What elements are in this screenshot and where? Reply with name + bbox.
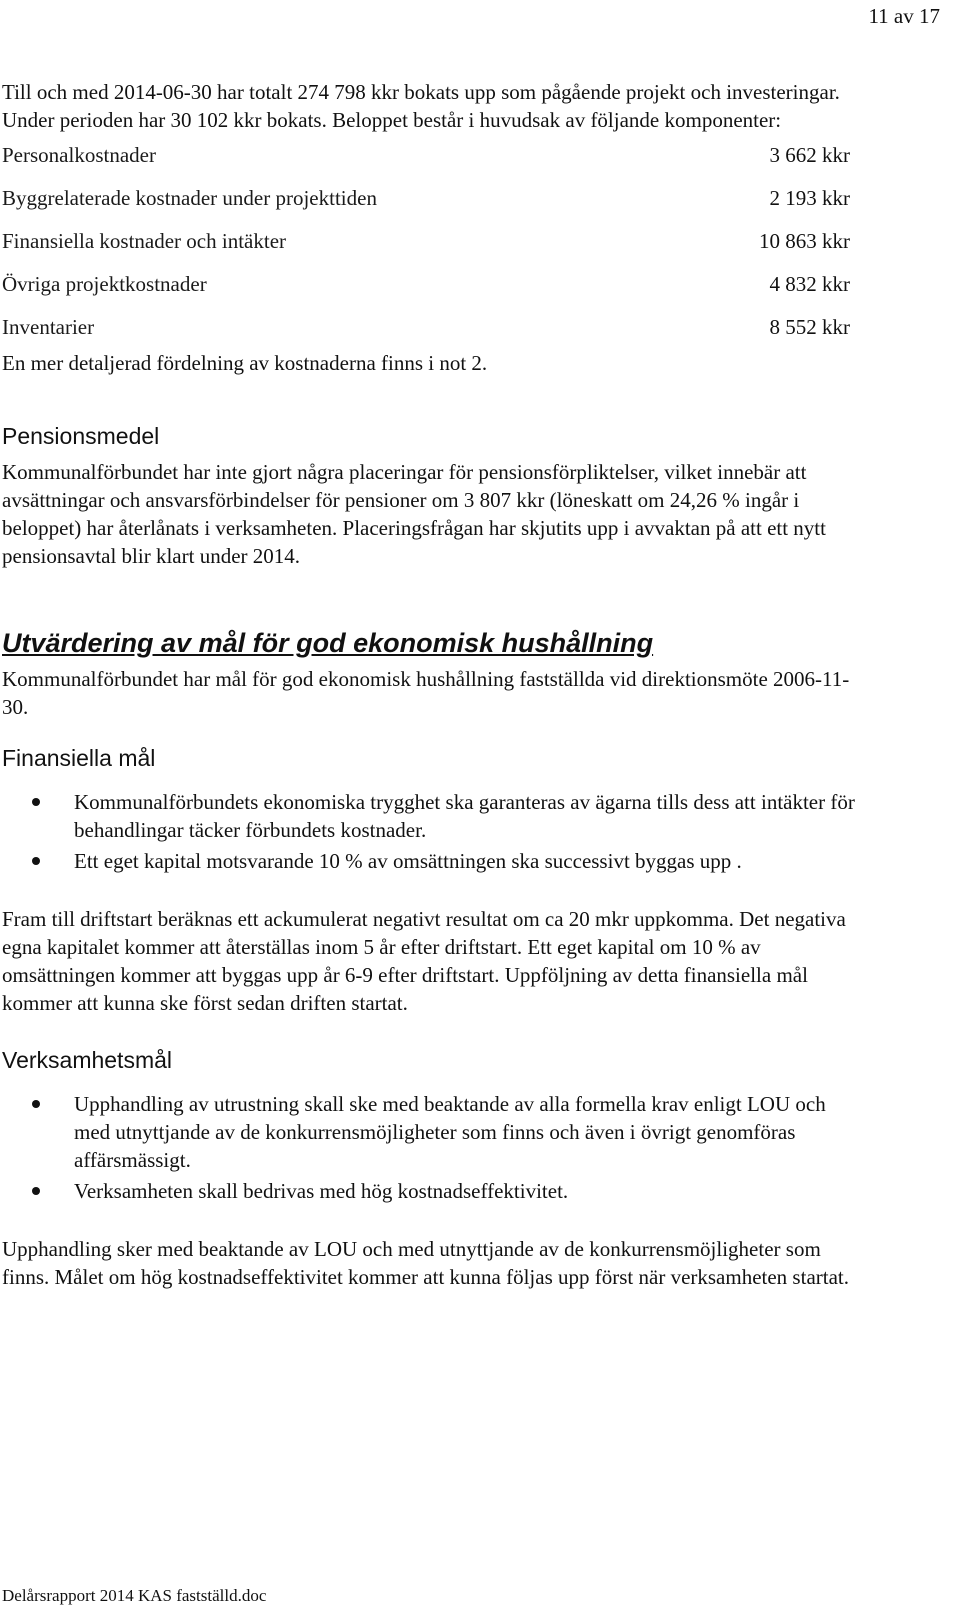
document-body (2, 78, 862, 1291)
cost-note: En mer detaljerad fördelning av kostnaderna finns i not 2. (2, 351, 488, 375)
financial-goals-heading: Finansiella mål (2, 745, 156, 771)
cost-row (2, 313, 850, 349)
operational-goals-heading: Verksamhetsmål (2, 1047, 173, 1073)
cost-value: 10 863 kkr (759, 229, 850, 253)
pension-heading: Pensionsmedel (2, 423, 160, 449)
evaluation-heading: Utvärdering av mål för god ekonomisk hushållning (2, 628, 654, 658)
bullet-icon (32, 798, 40, 806)
footer-filename: Delårsrapport 2014 KAS fastställd.doc (2, 1586, 267, 1605)
cost-label: Byggrelaterade kostnader under projekttiden (2, 186, 377, 210)
operational-goals-list (2, 1090, 862, 1205)
cost-row (2, 184, 850, 227)
pension-paragraph: Kommunalförbundet har inte gjort några placeringar för pensionsförpliktelser, vilket innebär att avsättningar och ansvarsförbindelser för pensioner om 3 807 kkr (löneskatt om 24,26 % ingår i beloppet) har återlånats i verksamheten. Placeringsfrågan har skjutits upp i avvaktan på att ett nytt pensionsavtal blir klart under 2014. (2, 460, 826, 568)
cost-label: Inventarier (2, 315, 95, 339)
cost-row (2, 141, 850, 184)
cost-row (2, 270, 850, 313)
cost-value: 3 662 kkr (769, 143, 850, 167)
cost-value: 8 552 kkr (769, 315, 850, 339)
cost-table (2, 141, 862, 349)
cost-value: 2 193 kkr (769, 186, 850, 210)
cost-label: Finansiella kostnader och intäkter (2, 229, 287, 253)
financial-goals-list (2, 788, 862, 875)
list-item-text: Ett eget kapital motsvarande 10 % av omsättningen ska successivt byggas upp . (74, 849, 742, 873)
list-item (2, 1177, 862, 1205)
cost-row (2, 227, 850, 270)
cost-value: 4 832 kkr (769, 272, 850, 296)
list-item (2, 788, 862, 844)
bullet-icon (32, 857, 40, 865)
list-item (2, 1090, 862, 1174)
list-item-text: Kommunalförbundets ekonomiska trygghet ska garanteras av ägarna tills dess att intäkter för behandlingar täcker förbundets kostnader. (74, 790, 855, 842)
intro-paragraph: Till och med 2014-06-30 har totalt 274 798 kkr bokats upp som pågående projekt och investeringar. Under perioden har 30 102 kkr bokats. Beloppet består i huvudsak av följande komponenter: (2, 80, 840, 132)
operational-goals-paragraph: Upphandling sker med beaktande av LOU och med utnyttjande av de konkurrensmöjligheter som finns. Målet om hög kostnadseffektivitet kommer att kunna följas upp först när verksamheten startat. (2, 1237, 849, 1289)
cost-label: Personalkostnader (2, 143, 156, 167)
list-item (2, 847, 862, 875)
bullet-icon (32, 1187, 40, 1195)
list-item-text: Upphandling av utrustning skall ske med beaktande av alla formella krav enligt LOU och med utnyttjande av de konkurrensmöjligheter som finns och även i övrigt genomföras affärsmässigt. (74, 1092, 826, 1172)
evaluation-paragraph: Kommunalförbundet har mål för god ekonomisk hushållning fastställda vid direktionsmöte 2006-11-30. (2, 667, 850, 719)
list-item-text: Verksamheten skall bedrivas med hög kostnadseffektivitet. (74, 1179, 569, 1203)
financial-goals-paragraph: Fram till driftstart beräknas ett ackumulerat negativt resultat om ca 20 mkr uppkomma. Det negativa egna kapitalet kommer att återställas inom 5 år efter driftstart. Ett eget kapital om 10 % av omsättningen kommer att byggas upp år 6-9 efter driftstart. Uppföljning av detta finansiella mål kommer att kunna ske först sedan driften startat. (2, 907, 846, 1015)
bullet-icon (32, 1100, 40, 1108)
cost-label: Övriga projektkostnader (2, 272, 207, 296)
page-number: 11 av 17 (868, 4, 940, 28)
